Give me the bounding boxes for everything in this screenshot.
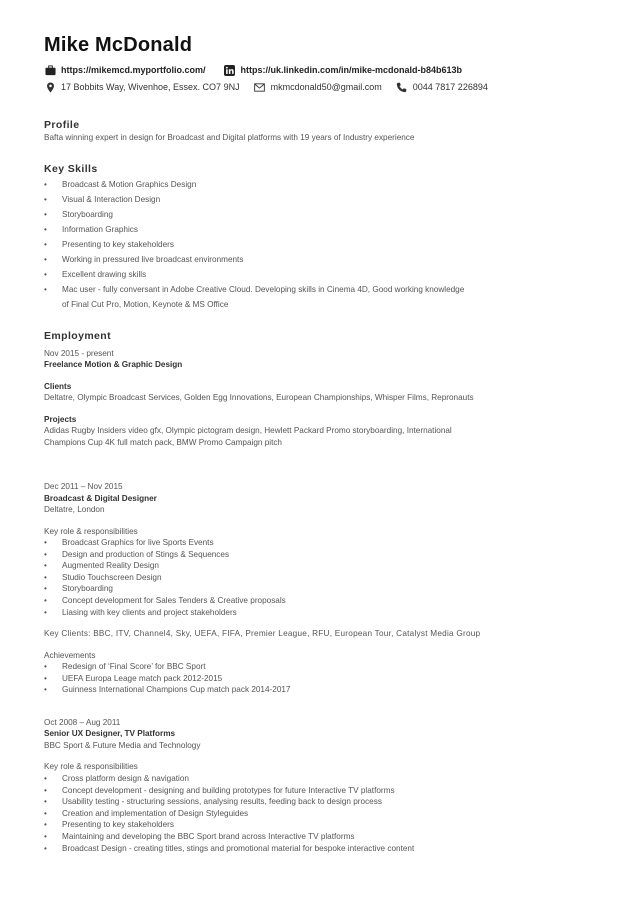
achievements-label: Achievements (44, 650, 96, 660)
employment-heading: Employment (44, 329, 112, 342)
clients-text: Deltatre, Olympic Broadcast Services, Golden Egg Innovations, European Championships, Whisper Films, Repronauts (44, 393, 474, 402)
address-text: 17 Bobbits Way, Wivenhoe, Essex. CO7 9NJ (61, 82, 240, 92)
job-entry-deltatre (44, 481, 604, 696)
job-company: Deltatre, London (44, 505, 105, 514)
projects-text-line1: Adidas Rugby Insiders video gfx, Olympic pictogram design, Hewlett Packard Promo storyboarding, International (44, 426, 452, 435)
briefcase-icon (44, 64, 56, 76)
job-entry-bbc (44, 717, 604, 854)
list-item: • Presenting to key stakeholders (44, 820, 174, 830)
job-dates: Dec 2011 – Nov 2015 (44, 482, 123, 491)
cv-name: Mike McDonald (44, 34, 193, 56)
job-dates: Oct 2008 – Aug 2011 (44, 717, 121, 727)
list-item: • Working in pressured live broadcast environments (44, 254, 244, 264)
list-item: • Creation and implementation of Design Styleguides (44, 808, 249, 818)
clients-label: Clients (44, 381, 72, 391)
list-item: • Visual & Interaction Design (44, 194, 161, 204)
list-item: • Maintaining and developing the BBC Sport brand across Interactive TV platforms (44, 831, 355, 841)
list-item: • Broadcast Design - creating titles, stings and promotional material for bespoke interactive content (44, 843, 415, 853)
job-role: Senior UX Designer, TV Platforms (44, 729, 176, 739)
list-item: • Information Graphics (44, 224, 138, 234)
list-item: • Redesign of ‘Final Score’ for BBC Sport (44, 662, 206, 672)
contact-row (44, 81, 604, 93)
list-item: • Broadcast & Motion Graphics Design (44, 179, 197, 189)
list-item: • Mac user - fully conversant in Adobe Creative Cloud. Developing skills in Cinema 4D, Good working knowledge (44, 284, 465, 294)
skills-list (44, 177, 604, 312)
job-dates: Nov 2015 - present (44, 348, 114, 358)
list-item: • Concept development for Sales Tenders & Creative proposals (44, 595, 286, 605)
list-item: • Design and production of Stings & Sequences (44, 549, 230, 559)
key-clients-text: Key Clients: BBC, ITV, Channel4, Sky, UEFA, FIFA, Premier League, RFU, European Tour, Catalyst Media Group (44, 629, 481, 639)
list-item: • Broadcast Graphics for live Sports Events (44, 538, 214, 547)
links-row (44, 64, 604, 76)
list-item: • Augmented Reality Design (44, 561, 159, 571)
portfolio-link[interactable]: https://mikemcd.myportfolio.com/ (61, 65, 206, 75)
list-item: • Cross platform design & navigation (44, 773, 189, 783)
location-pin-icon (44, 81, 56, 93)
list-item: • Concept development - designing and building prototypes for future Interactive TV platforms (44, 785, 395, 795)
list-item: • Storyboarding (44, 209, 113, 219)
list-item: • Studio Touchscreen Design (44, 572, 162, 582)
phone-icon (396, 81, 408, 93)
list-item: • Guinness International Champions Cup match pack 2014-2017 (44, 685, 291, 695)
responsibilities-label: Key role & responsibilities (44, 762, 138, 772)
profile-heading: Profile (44, 119, 80, 131)
responsibilities-label: Key role & responsibilities (44, 526, 138, 536)
list-item: • UEFA Europa Leage match pack 2012-2015 (44, 673, 223, 683)
cv-page (44, 34, 604, 854)
projects-label: Projects (44, 414, 77, 424)
email-link[interactable]: mkmcdonald50@gmail.com (270, 82, 382, 92)
phone-text: 0044 7817 226894 (412, 82, 488, 92)
list-item: • Liasing with key clients and project stakeholders (44, 607, 237, 617)
projects-text-line2: Champions Cup 4K full match pack, BMW Promo Campaign pitch (44, 437, 282, 447)
skills-heading: Key Skills (44, 162, 98, 175)
list-item: • Usability testing - structuring sessions, analysing results, feeding back to design process (44, 797, 382, 807)
job-company: BBC Sport & Future Media and Technology (44, 740, 201, 750)
job-entry-freelance (44, 348, 604, 449)
job-role: Freelance Motion & Graphic Design (44, 360, 183, 369)
list-item: • Excellent drawing skills (44, 269, 147, 279)
list-item: • Storyboarding (44, 584, 113, 594)
linkedin-icon (224, 64, 236, 76)
list-item: • Presenting to key stakeholders (44, 239, 174, 249)
job-role: Broadcast & Digital Designer (44, 493, 157, 503)
linkedin-link[interactable]: https://uk.linkedin.com/in/mike-mcdonald-b84b613b (240, 65, 463, 75)
list-item-continuation: of Final Cut Pro, Motion, Keynote & MS Office (62, 299, 229, 309)
profile-text: Bafta winning expert in design for Broadcast and Digital platforms with 19 years of Industry experience (44, 133, 415, 142)
envelope-icon (254, 81, 266, 93)
